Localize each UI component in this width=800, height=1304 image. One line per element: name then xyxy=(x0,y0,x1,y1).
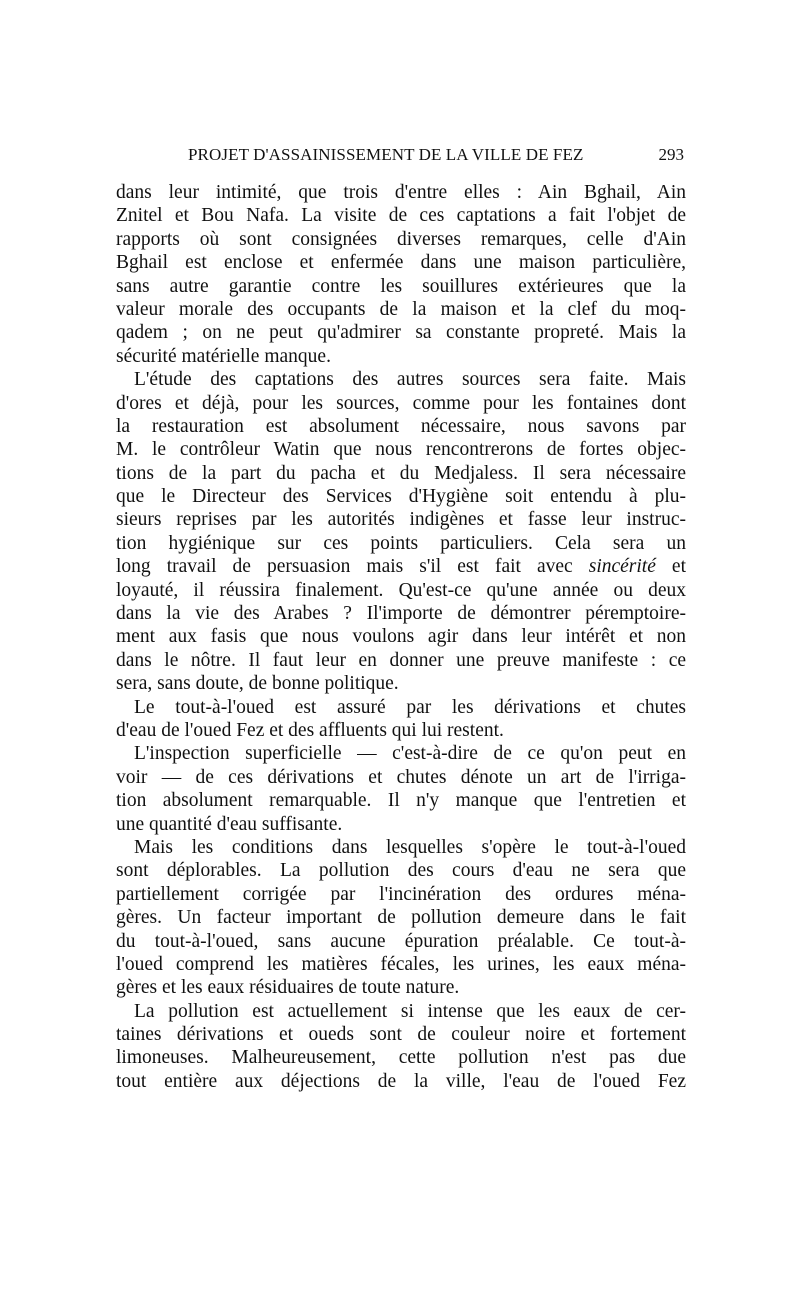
body-text xyxy=(116,181,686,1093)
text-line: que le Directeur des Services d'Hygiène soit entendu à plu- xyxy=(116,486,686,508)
text-line: d'eau de l'oued Fez et des affluents qui lui restent. xyxy=(116,719,504,741)
text-line: sieurs reprises par les autorités indigènes et fasse leur instruc- xyxy=(116,509,686,531)
text-line: sécurité matérielle manque. xyxy=(116,345,331,367)
text-line: la restauration est absolument nécessaire, nous savons par xyxy=(116,415,686,437)
text-line: qadem ; on ne peut qu'admirer sa constante propreté. Mais la xyxy=(116,322,686,344)
text-line: gères. Un facteur important de pollution demeure dans le fait xyxy=(116,907,686,929)
text-line: tions de la part du pacha et du Medjaless. Il sera nécessaire xyxy=(116,462,686,484)
text-line: du tout-à-l'oued, sans aucune épuration préalable. Ce tout-à- xyxy=(116,930,686,952)
text-line: sera, sans doute, de bonne politique. xyxy=(116,673,399,695)
text-line: tion absolument remarquable. Il n'y manque que l'entretien et xyxy=(116,790,686,812)
text-line: partiellement corrigée par l'incinération des ordures ména- xyxy=(116,883,686,905)
text-line: M. le contrôleur Watin que nous rencontrerons de fortes objec- xyxy=(116,439,686,461)
text-line: valeur morale des occupants de la maison et la clef du moq- xyxy=(116,298,686,320)
text-line: limoneuses. Malheureusement, cette pollution n'est pas due xyxy=(116,1047,686,1069)
text-line: dans leur intimité, que trois d'entre elles : Ain Bghail, Ain xyxy=(116,182,686,203)
text-line: taines dérivations et oueds sont de couleur noire et fortement xyxy=(116,1024,686,1046)
text-line: tion hygiénique sur ces points particuliers. Cela sera un xyxy=(116,532,686,554)
running-head xyxy=(116,145,686,169)
text-line: Bghail est enclose et enfermée dans une maison particulière, xyxy=(116,252,686,274)
running-title: PROJET D'ASSAINISSEMENT DE LA VILLE DE FEZ xyxy=(188,145,584,164)
text-line: l'oued comprend les matières fécales, les urines, les eaux ména- xyxy=(116,953,686,975)
text-line: dans la vie des Arabes ? Il'importe de démontrer péremptoire- xyxy=(116,603,686,625)
text-line: Mais les conditions dans lesquelles s'opère le tout-à-l'oued xyxy=(134,836,686,858)
text-line: voir — de ces dérivations et chutes dénote un art de l'irriga- xyxy=(116,766,686,788)
page-number: 293 xyxy=(658,145,684,164)
text-line: L'étude des captations des autres sources sera faite. Mais xyxy=(134,369,686,391)
text-line: sont déplorables. La pollution des cours d'eau ne sera que xyxy=(116,860,686,882)
text-line: Znitel et Bou Nafa. La visite de ces captations a fait l'objet de xyxy=(116,205,686,227)
text-line: L'inspection superficielle — c'est-à-dire de ce qu'on peut en xyxy=(134,743,686,765)
text-line: une quantité d'eau suffisante. xyxy=(116,813,343,835)
text-line: d'ores et déjà, pour les sources, comme pour les fontaines dont xyxy=(116,392,686,414)
text-line: dans le nôtre. Il faut leur en donner une preuve manifeste : ce xyxy=(116,649,686,671)
text-line: tout entière aux déjections de la ville, l'eau de l'oued Fez xyxy=(116,1070,686,1092)
text-line: gères et les eaux résiduaires de toute nature. xyxy=(116,977,460,999)
text-line: sans autre garantie contre les souillures extérieures que la xyxy=(116,275,686,297)
text-line: rapports où sont consignées diverses remarques, celle d'Ain xyxy=(116,228,686,250)
text-line: Le tout-à-l'oued est assuré par les dérivations et chutes xyxy=(134,696,686,718)
text-line: loyauté, il réussira finalement. Qu'est-ce qu'une année ou deux xyxy=(116,579,686,601)
text-line: long travail de persuasion mais s'il est fait avec sincérité et xyxy=(116,556,686,578)
text-line: La pollution est actuellement si intense que les eaux de cer- xyxy=(134,1000,686,1022)
text-line: ment aux fasis que nous voulons agir dans leur intérêt et non xyxy=(116,626,686,648)
